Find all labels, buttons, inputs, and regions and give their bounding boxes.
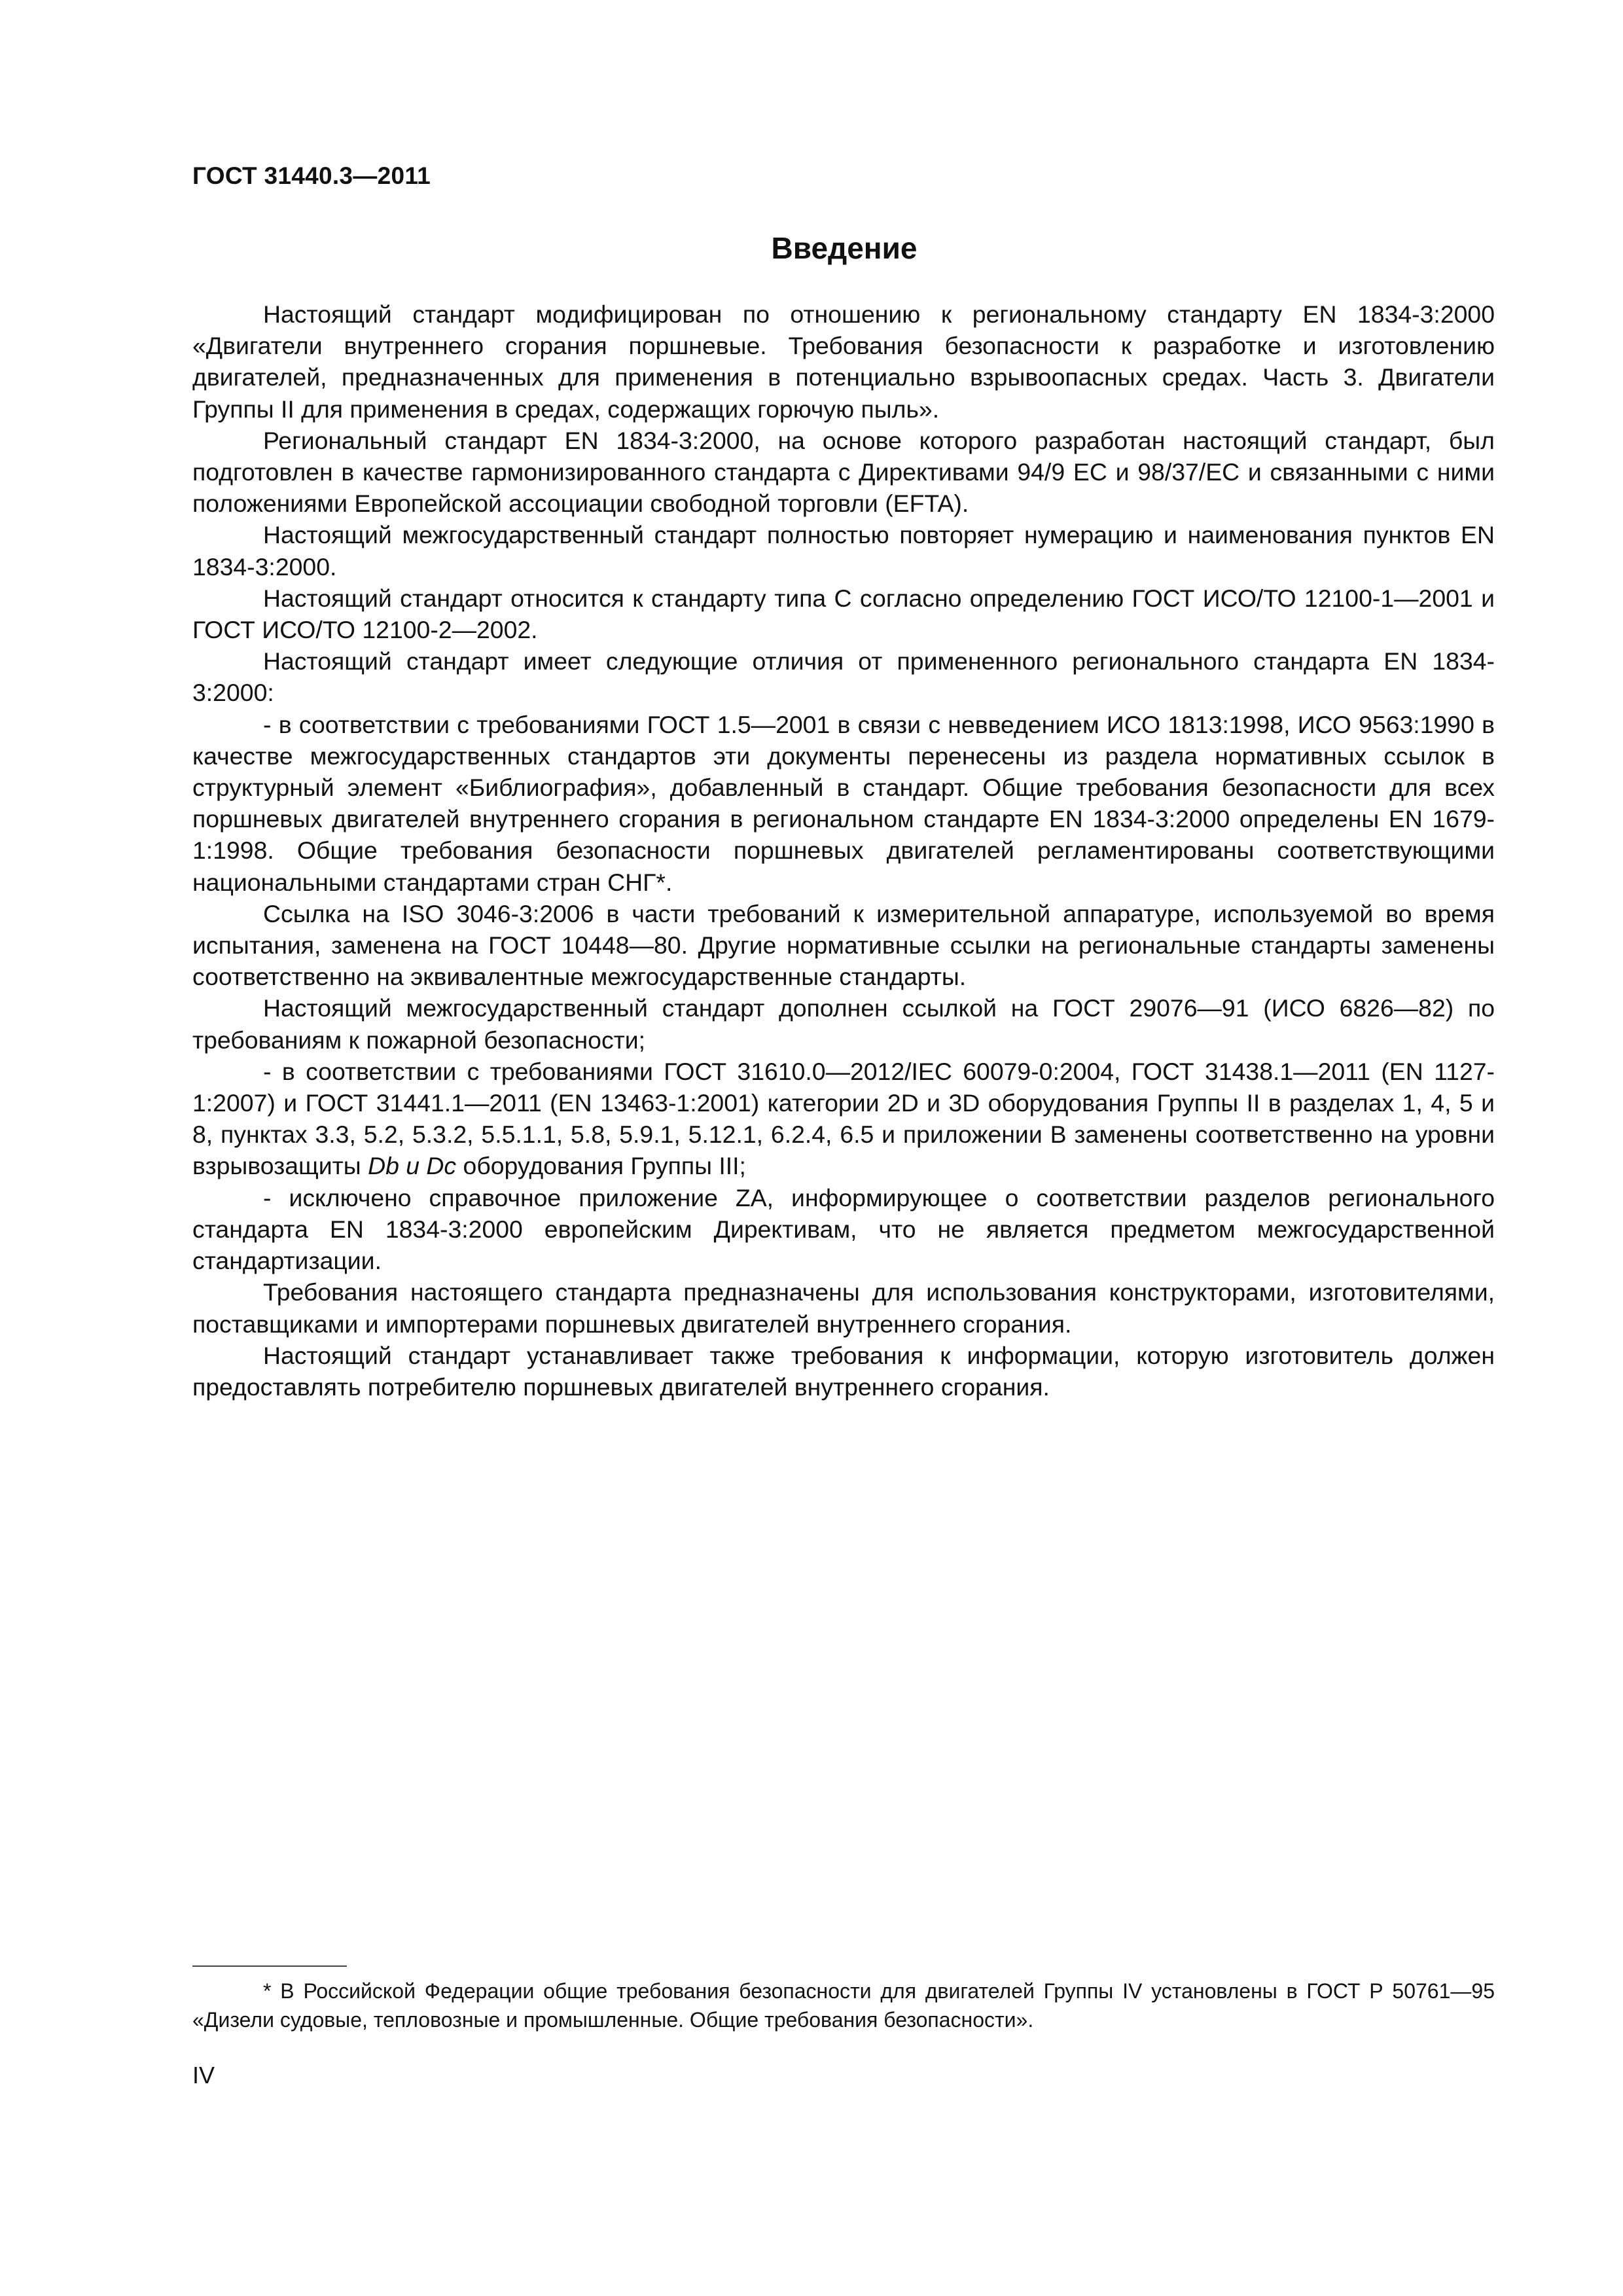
section-title: [0, 230, 1623, 266]
paragraph-numbering: Настоящий межгосударственный стандарт полностью повторяет нумерацию и наименования пунктов EN 1834-3:2000.: [192, 521, 1495, 581]
footnote-divider: [192, 1965, 347, 1967]
body-text: [192, 298, 1495, 1403]
section-title-text: Введение: [771, 231, 918, 265]
paragraph-differences-intro: Настоящий стандарт имеет следующие отличия от примененного регионального стандарта EN 1834-3:2000:: [192, 647, 1495, 707]
protection-levels-text-after: оборудования Группы III;: [456, 1152, 746, 1180]
page-number: IV: [192, 2062, 215, 2089]
paragraph-standard-type: Настоящий стандарт относится к стандарту типа С согласно определению ГОСТ ИСО/ТО 12100-1—2001 и ГОСТ ИСО/ТО 12100-2—2002.: [192, 584, 1495, 644]
paragraph-modification: Настоящий стандарт модифицирован по отношению к региональному стандарту EN 1834-3:2000 «Двигатели внутреннего сгорания поршневые. Требования безопасности к разработке и изготовлению двигателей, предназначенных для применения в потенциально взрывоопасных средах. Часть 3. Двигатели Группы II для применения в средах, содержащих горючую пыль».: [192, 300, 1495, 423]
paragraph-information-requirements: Настоящий стандарт устанавливает также требования к информации, которую изготовитель должен предоставлять потребителю поршневых двигателей внутреннего сгорания.: [192, 1341, 1495, 1401]
footnote: * В Российской Федерации общие требования безопасности для двигателей Группы IV установлены в ГОСТ Р 50761—95 «Дизели судовые, тепловозные и промышленные. Общие требования безопасности».: [192, 1979, 1495, 2032]
paragraph-intended-users: Требования настоящего стандарта предназначены для использования конструкторами, изготовителями, поставщиками и импортерами поршневых двигателей внутреннего сгорания.: [192, 1278, 1495, 1338]
paragraph-protection-levels: [192, 1056, 1495, 1182]
protection-levels-italic: Db и Dc: [368, 1152, 457, 1180]
paragraph-iso-reference: Ссылка на ISO 3046-3:2006 в части требований к измерительной аппаратуре, используемой во время испытания, заменена на ГОСТ 10448—80. Другие нормативные ссылки на региональные стандарты заменены соответственно на эквивалентные межгосударственные стандарты.: [192, 899, 1495, 991]
protection-levels-text-before: - в соответствии с требованиями ГОСТ 31610.0—2012/IEC 60079-0:2004, ГОСТ 31438.1—2011 (EN 1127-1:2007) и ГОСТ 31441.1—2011 (EN 13463-1:2001) категории 2D и 3D оборудования Группы II в разделах 1, 4, 5 и 8, пунктах 3.3, 5.2, 5.3.2, 5.5.1.1, 5.8, 5.9.1, 5.12.1, 6.2.4, 6.5 и приложении В заменены соответственно на уровни взрывозащиты: [192, 1057, 1495, 1180]
paragraph-regional-standard: Региональный стандарт EN 1834-3:2000, на основе которого разработан настоящий стандарт, был подготовлен в качестве гармонизированного стандарта с Директивами 94/9 ЕС и 98/37/ЕС и связанными с ними положениями Европейской ассоциации свободной торговли (EFTA).: [192, 426, 1495, 518]
standard-code-header: ГОСТ 31440.3—2011: [192, 162, 431, 189]
paragraph-fire-safety: Настоящий межгосударственный стандарт дополнен ссылкой на ГОСТ 29076—91 (ИСО 6826—82) по требованиям к пожарной безопасности;: [192, 994, 1495, 1054]
paragraph-bibliography-change: - в соответствии с требованиями ГОСТ 1.5—2001 в связи с невведением ИСО 1813:1998, ИСО 9563:1990 в качестве межгосударственных стандартов эти документы перенесены из раздела нормативных ссылок в структурный элемент «Библиография», добавленный в стандарт. Общие требования безопасности для всех поршневых двигателей внутреннего сгорания в региональном стандарте EN 1834-3:2000 определены EN 1679-1:1998. Общие требования безопасности поршневых двигателей регламентированы соответствующими национальными стандартами стран СНГ*.: [192, 710, 1495, 896]
paragraph-annex-za: - исключено справочное приложение ZA, информирующее о соответствии разделов регионального стандарта EN 1834-3:2000 европейским Директивам, что не является предметом межгосударственной стандартизации.: [192, 1183, 1495, 1275]
